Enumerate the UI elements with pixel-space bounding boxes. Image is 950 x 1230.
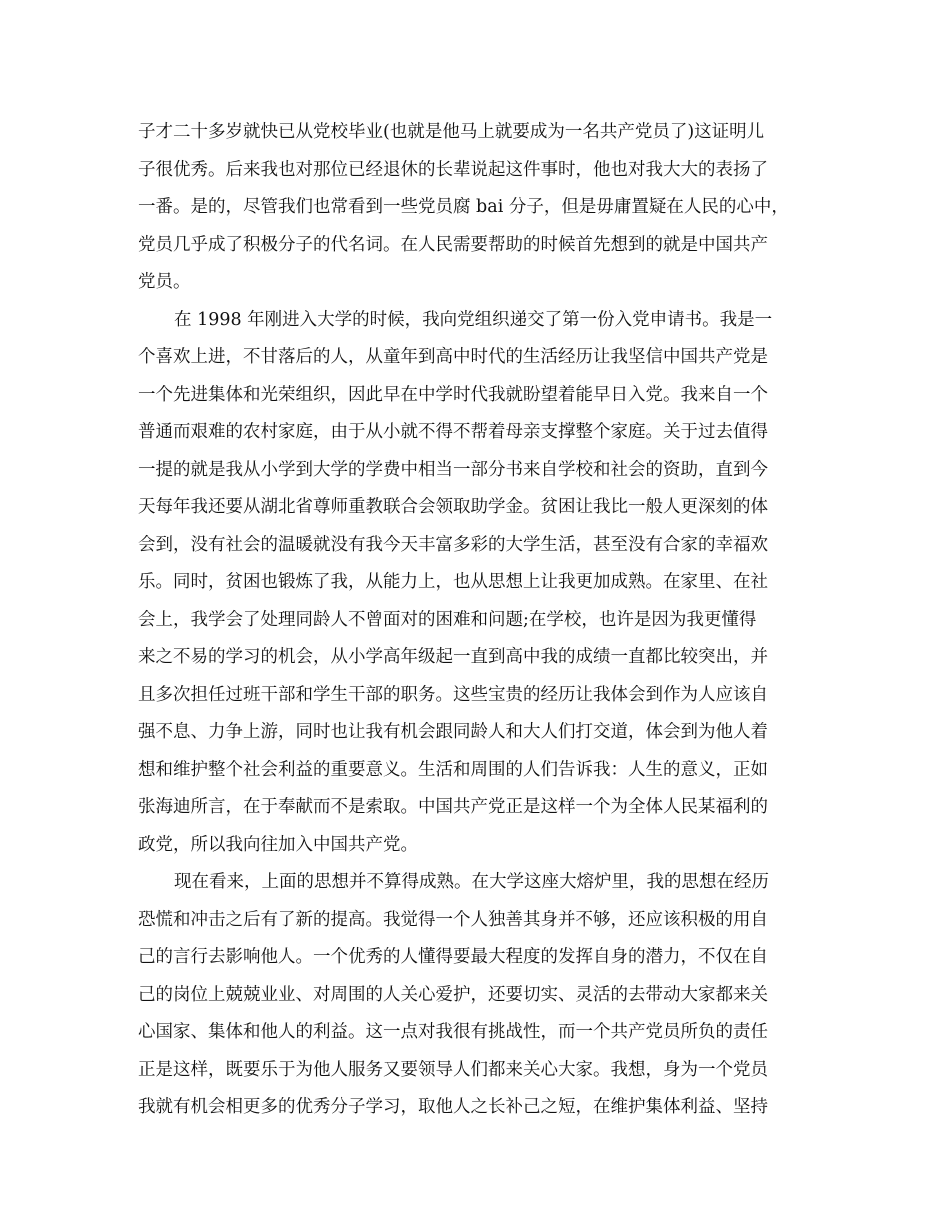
text-line: 子很优秀。后来我也对那位已经退休的长辈说起这件事时，他也对我大大的表扬了 [138,159,768,180]
paragraph-2 [138,302,822,865]
text-line: 己的岗位上兢兢业业、对周围的人关心爱护，还要切实、灵活的去带动大家都来关 [138,984,768,1005]
text-line: 普通而艰难的农村家庭，由于从小就不得不帮着母亲支撑整个家庭。关于过去值得 [138,422,768,442]
text-line: 心国家、集体和他人的利益。这一点对我很有挑战性，而一个共产党员所负的责任 [138,1022,768,1042]
text-line: 想和维护整个社会利益的重要意义。生活和周围的人们告诉我：人生的意义，正如 [138,759,768,780]
text-line: 天每年我还要从湖北省尊师重教联合会领取助学金。贫困让我比一般人更深刻的体 [138,497,768,517]
paragraph-1 [138,114,822,302]
text-line: 张海迪所言，在于奉献而不是索取。中国共产党正是这样一个为全体人民某福利的 [138,797,768,817]
document-page [138,114,822,1127]
text-line: 会上，我学会了处理同龄人不曾面对的困难和问题;在学校，也许是因为我更懂得 [138,609,757,630]
text-line: 一个先进集体和光荣组织，因此早在中学时代我就盼望着能早日入党。我来自一个 [138,384,768,405]
text-line: 恐慌和冲击之后有了新的提高。我觉得一个人独善其身并不够，还应该积极的用自 [138,909,768,930]
text-line-indented: 在 1998 年刚进入大学的时候，我向党组织递交了第一份入党申请书。我是一 [174,309,773,330]
text-line: 正是这样，既要乐于为他人服务又要领导人们都来关心大家。我想，身为一个党员 [138,1059,768,1080]
paragraph-3 [138,864,822,1127]
text-line: 来之不易的学习的机会，从小学高年级起一直到高中我的成绩一直都比较突出，并 [138,647,768,667]
text-line: 子才二十多岁就快已从党校毕业(也就是他马上就要成为一名共产党员了)这证明儿 [138,122,765,142]
text-line: 党员。 [138,272,191,292]
text-line: 政党，所以我向往加入中国共产党。 [138,834,418,855]
text-line: 乐。同时，贫困也锻炼了我，从能力上，也从思想上让我更加成熟。在家里、在社 [138,572,768,592]
text-line: 个喜欢上进，不甘落后的人，从童年到高中时代的生活经历让我坚信中国共产党是 [138,347,768,367]
text-line: 且多次担任过班干部和学生干部的职务。这些宝贵的经历让我体会到作为人应该自 [138,684,768,705]
text-line: 我就有机会相更多的优秀分子学习，取他人之长补己之短，在维护集体利益、坚持 [138,1097,768,1117]
text-line: 己的言行去影响他人。一个优秀的人懂得要最大程度的发挥自身的潜力，不仅在自 [138,947,768,967]
text-line: 党员几乎成了积极分子的代名词。在人民需要帮助的时候首先想到的就是中国共产 [138,234,768,255]
text-line-indented: 现在看来，上面的思想并不算得成熟。在大学这座大熔炉里，我的思想在经历 [174,872,769,892]
text-line: 强不息、力争上游，同时也让我有机会跟同龄人和大人们打交道，体会到为他人着 [138,722,768,742]
text-line: 一提的就是我从小学到大学的学费中相当一部分书来自学校和社会的资助，直到今 [138,459,768,480]
text-line: 一番。是的，尽管我们也常看到一些党员腐 bai 分子，但是毋庸置疑在人民的心中， [138,197,789,217]
text-line: 会到，没有社会的温暖就没有我今天丰富多彩的大学生活，甚至没有合家的幸福欢 [138,534,768,555]
